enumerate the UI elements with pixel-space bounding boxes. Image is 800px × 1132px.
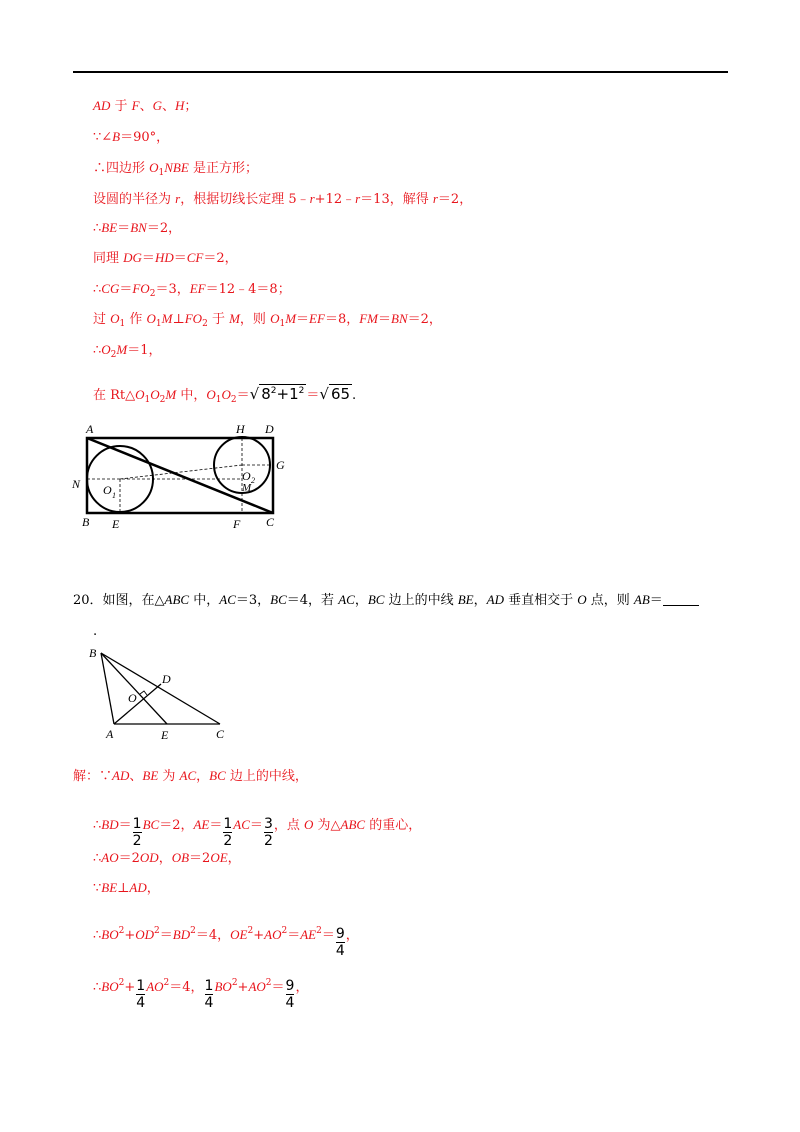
line-10: 在 $Rt\triangle O_1O_2M$ 中，$O_1O_2=√$ $8^2+1^2$ ＝√ 65 . [93,385,357,405]
fraction-3-2: $\frac{3}{2}$ [263,816,273,849]
side-ba [101,653,114,724]
line-1: AD 于 F、G、H； [93,98,198,114]
label-D: D [265,422,274,436]
label-M: M [242,482,252,494]
fraction-9-4: $\frac{9}{4}$ [335,926,345,959]
line-9: $\therefore O_2M=1$， [93,342,162,360]
label-C: C [266,515,275,529]
line-7: $\therefore CG=FO_2=3$，EF＝12﹣4＝8； [93,281,291,299]
label-H: H [236,422,245,436]
label-B: B [89,646,97,660]
sqrt-expression-1: √ $8^2+1^2$ [249,385,305,403]
solution-line-2: ∴BD＝ $\frac{1}{2}$ BC＝2，AE＝ $\frac{1}{2}$ AC＝ $\frac{3}{2}$ ，点 O 为△ABC 的重心， [93,816,422,849]
solution-line-1: 解：∵AD、BE 为 AC，BC 边上的中线， [73,768,308,784]
line-4: 设圆的半径为 r，根据切线长定理 5﹣r+12﹣r＝13，解得 r＝2， [93,191,473,207]
right-angle-mark [140,691,147,695]
sqrt-expression-2: √ 65 [319,385,351,403]
line-2: ∵∠B＝90°， [93,129,170,145]
label-A: A [86,422,94,436]
fraction-1-2-b: $\frac{1}{2}$ [223,816,233,849]
solution-line-3: ∴AO＝2OD，OB＝2OE， [93,850,241,866]
answer-blank[interactable] [663,593,699,606]
label-F: F [233,517,241,531]
fraction-1-4-b: $\frac{1}{4}$ [204,978,214,1011]
fraction-9-4-b: $\frac{9}{4}$ [285,978,295,1011]
solution-line-5: $\therefore BO^2+OD^2=BD^2=4$，$OE^2+AO^2=AE^2=$ $\frac{9}{4}$ ， [93,926,359,959]
figure-triangle-abc [86,640,236,745]
label-O: O [128,691,137,705]
label-D: D [162,672,171,686]
fraction-1-4: $\frac{1}{4}$ [136,978,146,1011]
label-G: G [276,458,285,472]
label-A: A [106,727,114,741]
question-20: 20．如图，在△ABC 中，AC＝3，BC＝4，若 AC，BC 边上的中线 BE，AD 垂直相交于 O 点，则 AB＝ [73,591,699,610]
figure-rectangle-two-circles [70,418,300,538]
median-be [101,653,167,724]
header-rule [73,71,728,73]
label-O1: O [103,483,112,497]
line-5: ∴BE＝BN＝2， [93,220,182,236]
line-3: ∴四边形 $O_1NBE$ 是正方形； [93,160,258,178]
question-period: . [93,624,98,639]
solution-line-6: $\therefore BO^2+$ $\frac{1}{4}$ $AO^2=4$， $\frac{1}{4}$ $BO^2+AO^2=$ $\frac{9}{4}$ ， [93,978,309,1011]
label-C: C [216,727,225,741]
label-O2-sub: 2 [251,476,255,485]
side-bc [101,653,220,724]
label-N: N [72,477,81,491]
label-E: E [112,517,120,531]
label-O1-sub: 1 [112,491,116,500]
label-E: E [161,728,169,742]
solution-line-4: ∵BE⊥AD， [93,880,160,896]
line-8: 过 $O_1$ 作 $O_1M\perp FO_2$ 于 M，则 $O_1M=EF=8$，FM＝BN＝2， [93,311,442,329]
fraction-1-2: $\frac{1}{2}$ [132,816,142,849]
line-6: 同理 DG＝HD＝CF＝2， [93,250,238,266]
median-ad [114,684,161,724]
label-B: B [82,515,90,529]
label-O2: O [242,469,251,483]
